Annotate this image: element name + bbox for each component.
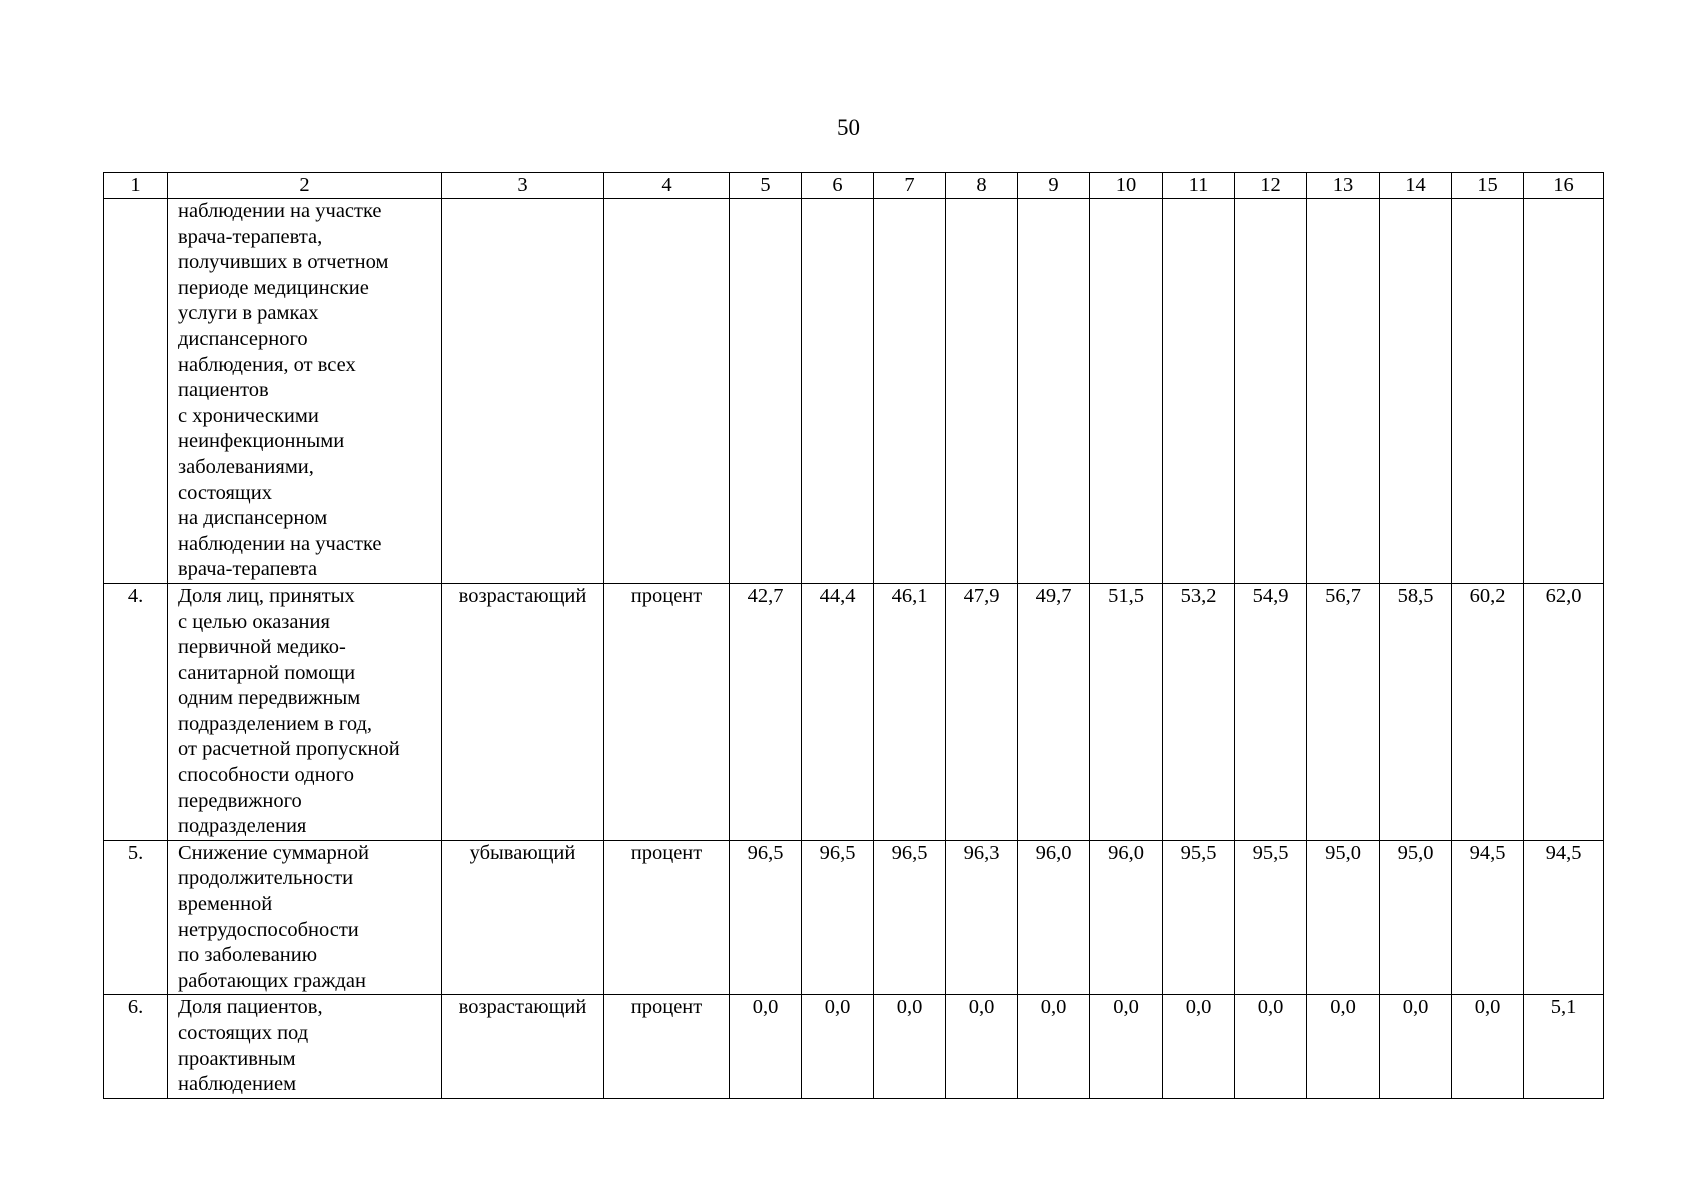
value-cell: 54,9 [1235,583,1307,840]
column-number-cell: 11 [1163,173,1235,199]
value-cell: 58,5 [1380,583,1452,840]
indicator-name-line: врача-терапевта [178,558,318,581]
value-cell: 51,5 [1090,583,1163,840]
indicator-name-line: наблюдением [178,1073,297,1096]
value-cell: 94,5 [1452,840,1524,995]
indicator-name-line: получивших в отчетном [178,251,389,274]
direction-cell [442,199,604,584]
value-cell: 95,5 [1163,840,1235,995]
indicator-name-line: периоде медицинские [178,276,369,299]
indicator-name-line: диспансерного [178,327,308,350]
table-header-row [104,173,1604,199]
value-cell: 95,0 [1380,840,1452,995]
table-row [104,199,1604,584]
row-number-cell [104,199,168,584]
indicator-name-line: состоящих под [178,1022,309,1044]
value-cell: 56,7 [1307,583,1380,840]
indicator-name-line: врача-терапевта, [178,225,323,248]
column-number-cell: 14 [1380,173,1452,199]
indicator-name-line: нетрудоспособности [178,918,359,941]
table-row [104,840,1604,995]
value-cell: 53,2 [1163,583,1235,840]
indicator-name-line: продолжительности [178,867,354,890]
table-row [104,995,1604,1098]
value-cell: 0,0 [1018,995,1090,1098]
column-number-cell: 5 [730,173,802,199]
row-number-cell: 5. [104,840,168,995]
indicator-name-line: работающих граждан [178,969,366,992]
value-cell [730,199,802,584]
indicator-name-line: заболеваниями, [178,455,314,478]
indicator-name-line: наблюдения, от всех [178,353,356,376]
unit-cell [604,199,730,584]
indicator-name-line: состоящих [178,481,272,504]
column-number-cell: 9 [1018,173,1090,199]
value-cell [874,199,946,584]
row-number-cell: 6. [104,995,168,1098]
value-cell: 0,0 [802,995,874,1098]
value-cell [1380,199,1452,584]
indicator-name-line: услуги в рамках [178,302,319,325]
indicator-name-line: по заболеванию [178,944,318,967]
value-cell [1090,199,1163,584]
column-number-cell: 2 [168,173,442,199]
indicator-name-cell [168,199,442,584]
indicator-name-cell [168,840,442,995]
value-cell: 0,0 [730,995,802,1098]
indicator-name-line: проактивным [178,1047,296,1070]
indicator-name-line: неинфекционными [178,430,345,453]
column-number-cell: 12 [1235,173,1307,199]
value-cell: 44,4 [802,583,874,840]
unit-cell: процент [604,583,730,840]
value-cell: 96,3 [946,840,1018,995]
value-cell: 0,0 [1090,995,1163,1098]
column-number-cell: 13 [1307,173,1380,199]
indicator-name-line: Доля пациентов, [178,996,323,1019]
direction-cell: возрастающий [442,995,604,1098]
indicator-name-line: от расчетной пропускной [178,738,400,761]
value-cell: 0,0 [1380,995,1452,1098]
indicator-name-line: временной [178,893,273,916]
page-number: 50 [837,115,860,140]
row-number-cell: 4. [104,583,168,840]
value-cell: 96,0 [1090,840,1163,995]
indicator-name-line: санитарной помощи [178,661,356,684]
indicator-name-line: с хроническими [178,404,319,427]
column-number-cell: 3 [442,173,604,199]
indicator-table [103,172,1604,1099]
indicator-name-line: на диспансерном [178,507,328,530]
value-cell: 94,5 [1524,840,1604,995]
direction-cell: возрастающий [442,583,604,840]
value-cell: 96,0 [1018,840,1090,995]
column-number-cell: 8 [946,173,1018,199]
value-cell: 47,9 [946,583,1018,840]
value-cell: 96,5 [730,840,802,995]
value-cell [1307,199,1380,584]
indicator-name-line: передвижного [178,789,302,812]
value-cell [1524,199,1604,584]
indicator-name-line: одним передвижным [178,687,361,710]
value-cell: 5,1 [1524,995,1604,1098]
indicator-name-line: первичной медико- [178,636,346,659]
value-cell: 96,5 [874,840,946,995]
column-number-cell: 4 [604,173,730,199]
value-cell: 95,5 [1235,840,1307,995]
value-cell: 49,7 [1018,583,1090,840]
column-number-cell: 10 [1090,173,1163,199]
value-cell [1163,199,1235,584]
value-cell: 42,7 [730,583,802,840]
value-cell [1018,199,1090,584]
indicator-name-line: подразделения [178,815,307,838]
indicator-name-cell [168,583,442,840]
column-number-cell: 6 [802,173,874,199]
indicator-name-line: Доля лиц, принятых [178,584,355,607]
column-number-cell: 15 [1452,173,1524,199]
value-cell: 96,5 [802,840,874,995]
indicator-name-line: способности одного [178,764,354,787]
table-body [104,173,1604,1099]
unit-cell: процент [604,995,730,1098]
value-cell: 0,0 [1452,995,1524,1098]
indicator-name-line: наблюдении на участке [178,200,382,222]
value-cell: 0,0 [874,995,946,1098]
value-cell [946,199,1018,584]
indicator-name-line: наблюдении на участке [178,532,382,555]
unit-cell: процент [604,840,730,995]
value-cell: 0,0 [1235,995,1307,1098]
value-cell [802,199,874,584]
value-cell [1235,199,1307,584]
indicator-name-line: подразделением в год, [178,712,373,735]
column-number-cell: 7 [874,173,946,199]
indicator-name-line: пациентов [178,379,269,402]
value-cell: 95,0 [1307,840,1380,995]
indicator-name-cell [168,995,442,1098]
direction-cell: убывающий [442,840,604,995]
table-row [104,583,1604,840]
indicator-name-line: с целью оказания [178,610,330,633]
value-cell: 60,2 [1452,583,1524,840]
indicator-name-line: Снижение суммарной [178,841,369,864]
value-cell: 0,0 [1163,995,1235,1098]
value-cell: 0,0 [1307,995,1380,1098]
value-cell [1452,199,1524,584]
value-cell: 62,0 [1524,583,1604,840]
column-number-cell: 1 [104,173,168,199]
column-number-cell: 16 [1524,173,1604,199]
value-cell: 0,0 [946,995,1018,1098]
value-cell: 46,1 [874,583,946,840]
